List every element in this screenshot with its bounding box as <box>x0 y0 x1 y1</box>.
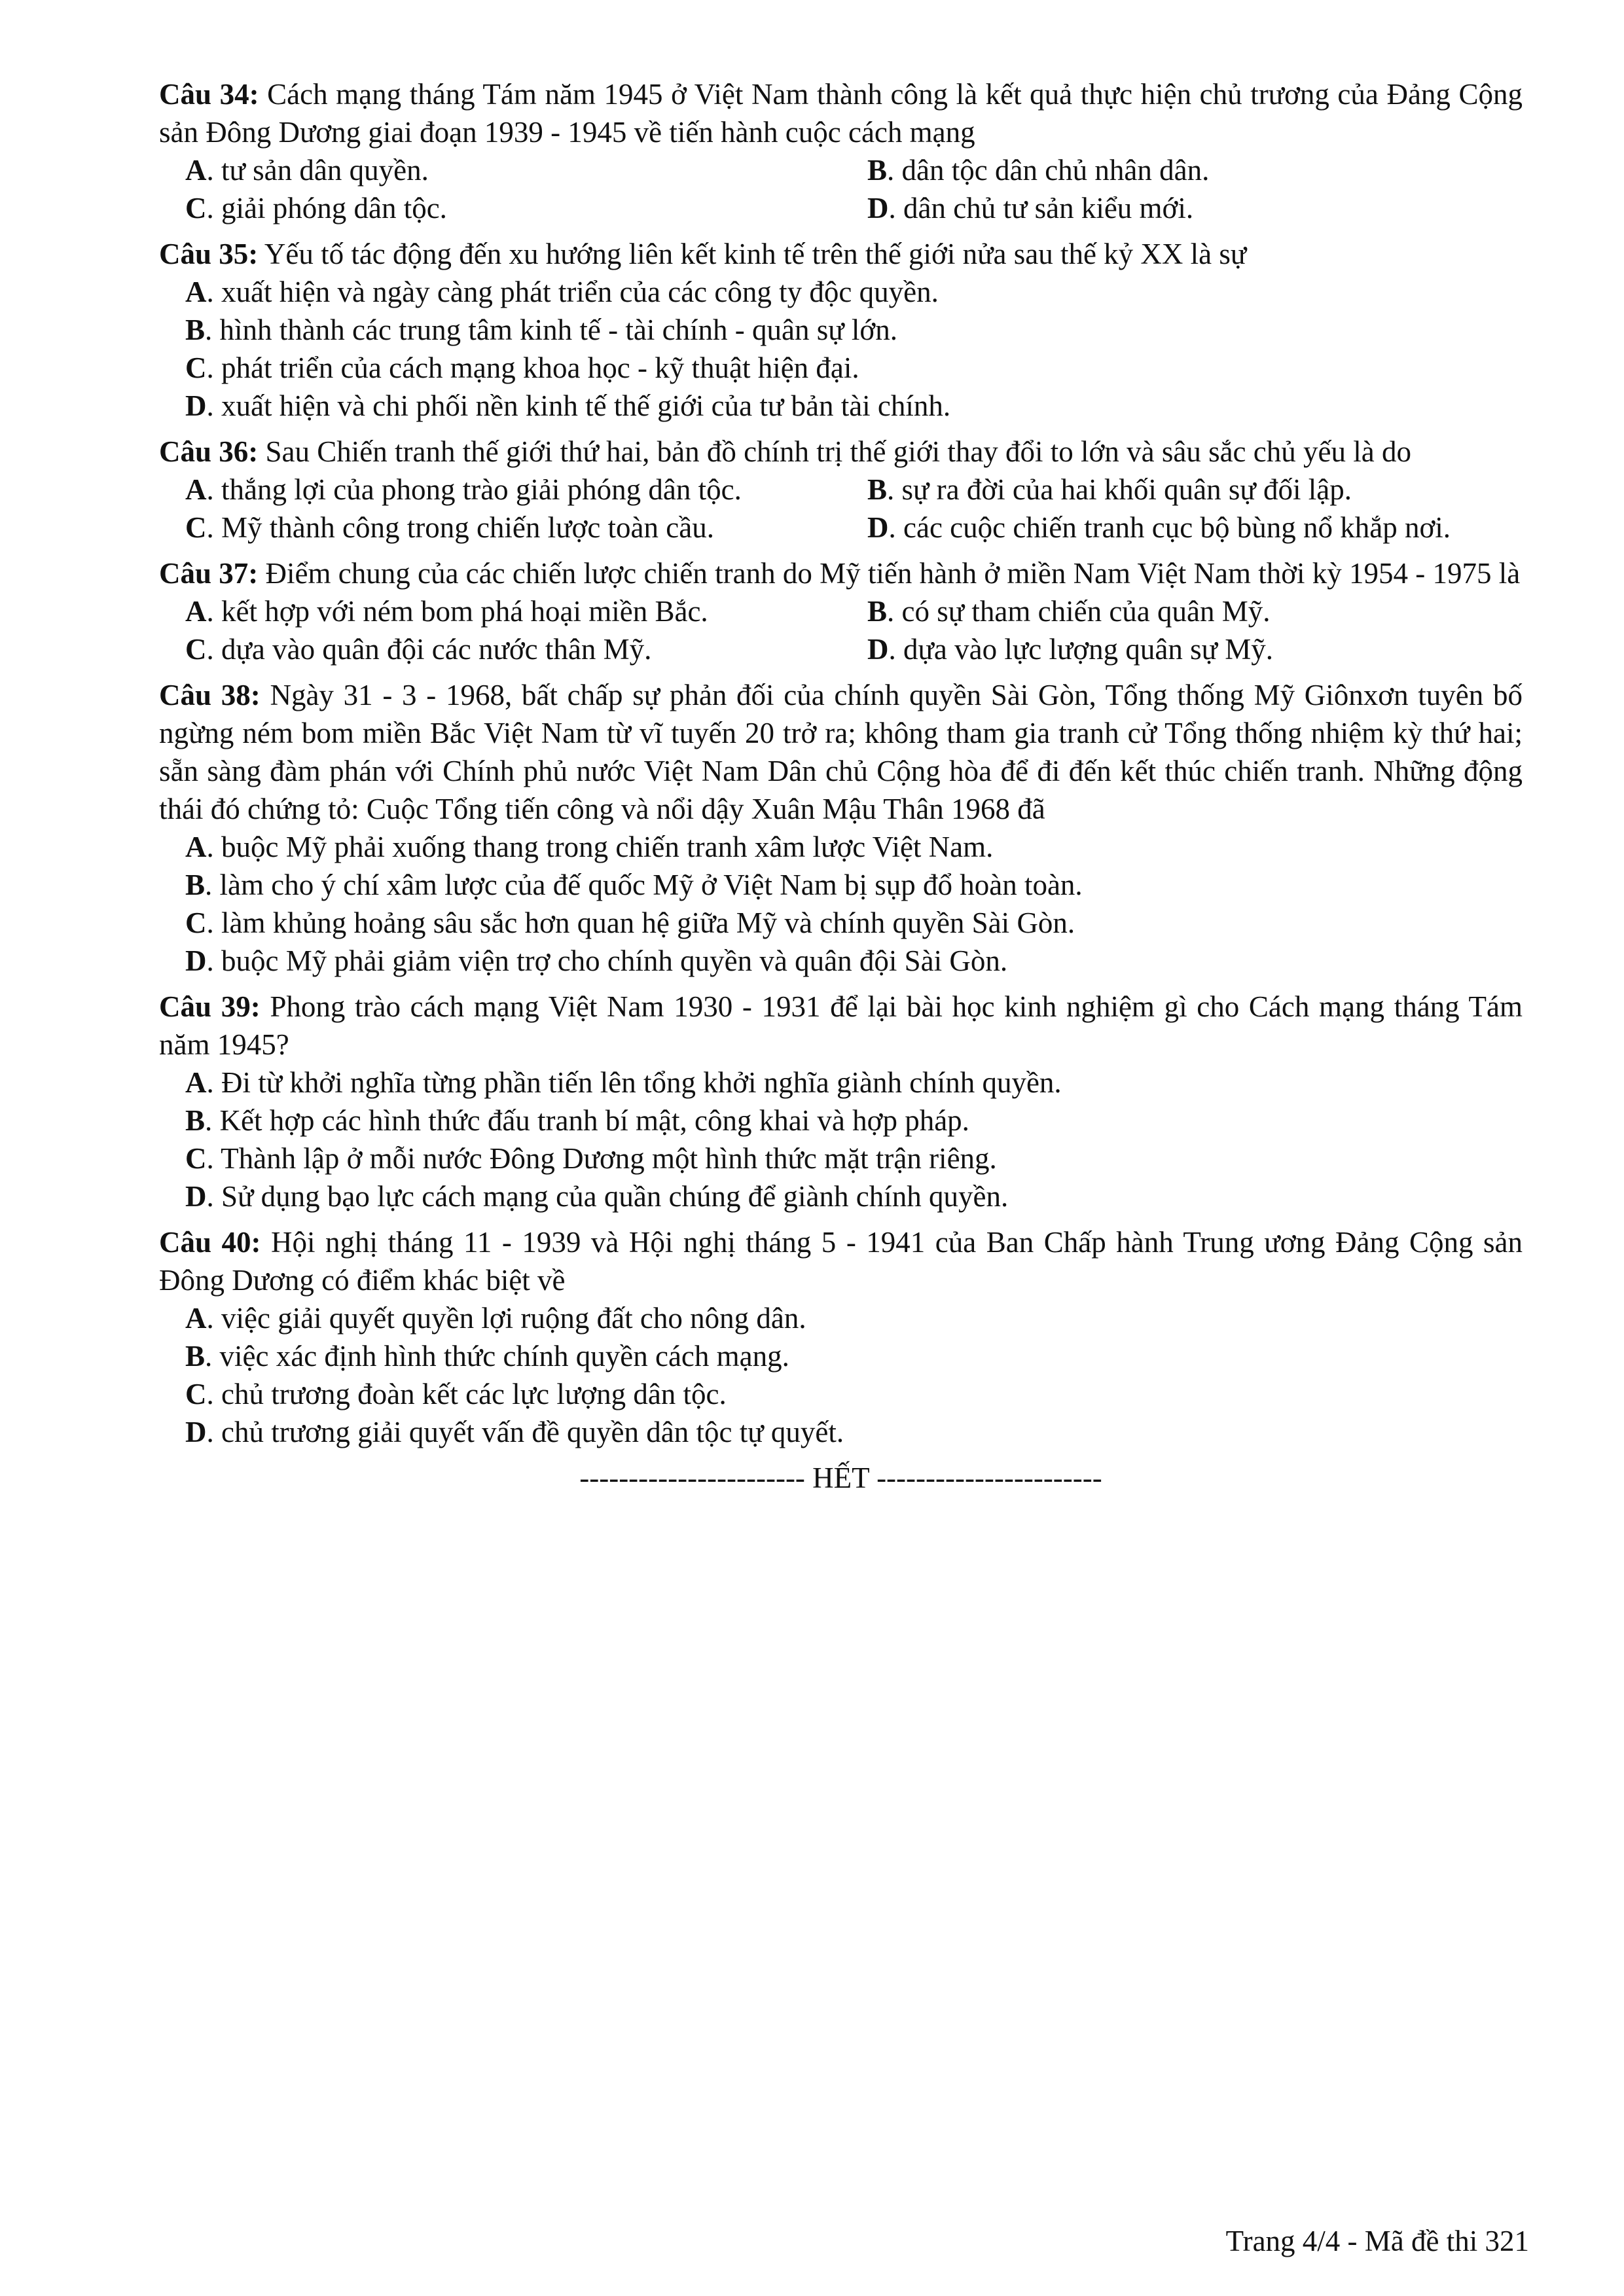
question-number: Câu 37: <box>159 557 259 590</box>
answer-option-a[interactable]: A. thắng lợi của phong trào giải phóng dân tộc. <box>185 473 742 506</box>
answer-option-c[interactable]: C. chủ trương đoàn kết các lực lượng dân tộc. <box>185 1378 727 1410</box>
answer-option-c[interactable]: C. Mỹ thành công trong chiến lược toàn cầu. <box>185 511 714 544</box>
question-40 <box>159 1223 1523 1451</box>
answer-option-d[interactable]: D. chủ trương giải quyết vấn đề quyền dân tộc tự quyết. <box>185 1416 844 1448</box>
question-38 <box>159 676 1523 980</box>
question-stem <box>159 554 1523 592</box>
answer-option-b[interactable]: B. có sự tham chiến của quân Mỹ. <box>867 595 1271 628</box>
question-35 <box>159 235 1523 425</box>
answer-options <box>159 592 1523 668</box>
question-stem <box>159 988 1523 1064</box>
question-stem <box>159 1223 1523 1299</box>
answer-option-a[interactable]: A. xuất hiện và ngày càng phát triển của các công ty độc quyền. <box>185 276 939 308</box>
answer-option-c[interactable]: C. giải phóng dân tộc. <box>185 192 447 224</box>
answer-option-a[interactable]: A. tư sản dân quyền. <box>185 154 429 187</box>
answer-option-d[interactable]: D. các cuộc chiến tranh cục bộ bùng nổ khắp nơi. <box>867 511 1451 544</box>
exam-page <box>159 75 1523 1497</box>
question-text: Điểm chung của các chiến lược chiến tranh do Mỹ tiến hành ở miền Nam Việt Nam thời kỳ 1954 - 1975 là <box>258 557 1521 590</box>
question-36 <box>159 433 1523 547</box>
answer-option-b[interactable]: B. hình thành các trung tâm kinh tế - tài chính - quân sự lớn. <box>185 314 897 346</box>
question-text: Hội nghị tháng 11 - 1939 và Hội nghị tháng 5 - 1941 của Ban Chấp hành Trung ương Đảng Cộng sản Đông Dương có điểm khác biệt về <box>159 1226 1523 1297</box>
answer-options <box>159 471 1523 547</box>
end-of-exam-marker: ----------------------- HẾT ----------------------- <box>579 1462 1102 1494</box>
question-number: Câu 39: <box>159 990 261 1023</box>
answer-option-d[interactable]: D. dân chủ tư sản kiểu mới. <box>867 192 1194 224</box>
answer-option-d[interactable]: D. dựa vào lực lượng quân sự Mỹ. <box>867 633 1274 666</box>
answer-option-b[interactable]: B. làm cho ý chí xâm lược của đế quốc Mỹ ở Việt Nam bị sụp đổ hoàn toàn. <box>185 869 1083 901</box>
question-text: Sau Chiến tranh thế giới thứ hai, bản đồ chính trị thế giới thay đổi to lớn và sâu sắc chủ yếu là do <box>258 435 1411 468</box>
question-stem <box>159 676 1523 828</box>
question-text: Ngày 31 - 3 - 1968, bất chấp sự phản đối của chính quyền Sài Gòn, Tổng thống Mỹ Giônxơn tuyên bố ngừng ném bom miền Bắc Việt Nam từ vĩ tuyến 20 trở ra; không tham gia tranh cử Tổng thống nhiệm kỳ thứ hai; sẵn sàng đàm phán với Chính phủ nước Việt Nam Dân chủ Cộng hòa để đi đến kết thúc chiến tranh. Những động thái đó chứng tỏ: Cuộc Tổng tiến công và nổi dậy Xuân Mậu Thân 1968 đã <box>159 679 1523 825</box>
answer-option-a[interactable]: A. Đi từ khởi nghĩa từng phần tiến lên tổng khởi nghĩa giành chính quyền. <box>185 1066 1062 1099</box>
question-text: Phong trào cách mạng Việt Nam 1930 - 1931 để lại bài học kinh nghiệm gì cho Cách mạng tháng Tám năm 1945? <box>159 990 1523 1061</box>
answer-option-b[interactable]: B. dân tộc dân chủ nhân dân. <box>867 154 1210 187</box>
answer-options <box>159 151 1523 227</box>
question-34 <box>159 75 1523 227</box>
answer-option-d[interactable]: D. xuất hiện và chi phối nền kinh tế thế giới của tư bản tài chính. <box>185 389 951 422</box>
answer-option-a[interactable]: A. buộc Mỹ phải xuống thang trong chiến tranh xâm lược Việt Nam. <box>185 831 994 863</box>
question-stem <box>159 235 1523 273</box>
question-37 <box>159 554 1523 668</box>
answer-options <box>159 828 1523 980</box>
answer-option-b[interactable]: B. sự ra đời của hai khối quân sự đối lập. <box>867 473 1352 506</box>
question-number: Câu 36: <box>159 435 259 468</box>
question-number: Câu 35: <box>159 238 259 270</box>
question-number: Câu 38: <box>159 679 261 711</box>
answer-option-b[interactable]: B. việc xác định hình thức chính quyền cách mạng. <box>185 1340 789 1372</box>
answer-option-d[interactable]: D. buộc Mỹ phải giảm viện trợ cho chính quyền và quân đội Sài Gòn. <box>185 944 1008 977</box>
question-text: Cách mạng tháng Tám năm 1945 ở Việt Nam thành công là kết quả thực hiện chủ trương của Đảng Cộng sản Đông Dương giai đoạn 1939 - 1945 về tiến hành cuộc cách mạng <box>159 78 1523 149</box>
answer-options <box>159 1064 1523 1215</box>
answer-options <box>159 1299 1523 1451</box>
question-stem <box>159 433 1523 471</box>
answer-options <box>159 273 1523 425</box>
page-footer: Trang 4/4 - Mã đề thi 321 <box>1225 2225 1529 2257</box>
answer-option-a[interactable]: A. việc giải quyết quyền lợi ruộng đất cho nông dân. <box>185 1302 806 1335</box>
answer-option-b[interactable]: B. Kết hợp các hình thức đấu tranh bí mật, công khai và hợp pháp. <box>185 1104 969 1137</box>
question-39 <box>159 988 1523 1215</box>
answer-option-a[interactable]: A. kết hợp với ném bom phá hoại miền Bắc. <box>185 595 708 628</box>
answer-option-c[interactable]: C. phát triển của cách mạng khoa học - kỹ thuật hiện đại. <box>185 351 859 384</box>
question-number: Câu 34: <box>159 78 259 111</box>
answer-option-c[interactable]: C. làm khủng hoảng sâu sắc hơn quan hệ giữa Mỹ và chính quyền Sài Gòn. <box>185 906 1075 939</box>
question-number: Câu 40: <box>159 1226 261 1259</box>
answer-option-c[interactable]: C. dựa vào quân đội các nước thân Mỹ. <box>185 633 652 666</box>
question-text: Yếu tố tác động đến xu hướng liên kết kinh tế trên thế giới nửa sau thế kỷ XX là sự <box>258 238 1247 270</box>
answer-option-d[interactable]: D. Sử dụng bạo lực cách mạng của quần chúng để giành chính quyền. <box>185 1180 1009 1213</box>
question-stem <box>159 75 1523 151</box>
answer-option-c[interactable]: C. Thành lập ở mỗi nước Đông Dương một hình thức mặt trận riêng. <box>185 1142 997 1175</box>
